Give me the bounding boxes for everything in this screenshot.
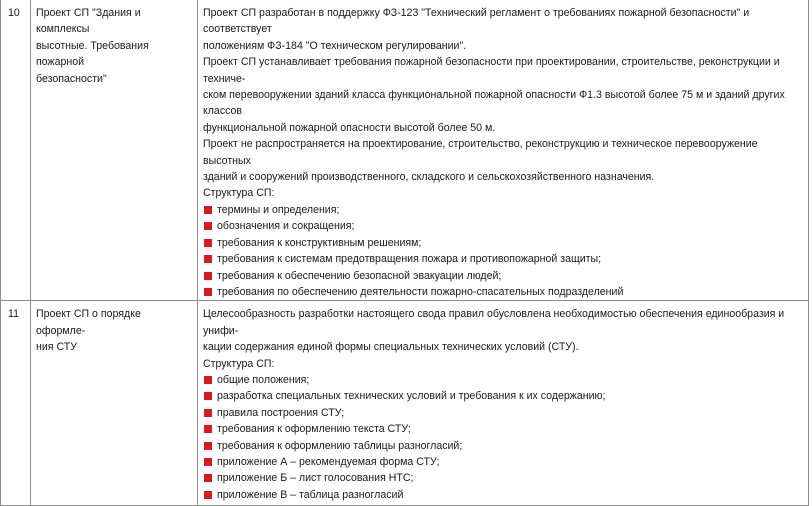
- description-paragraph: [203, 5, 803, 54]
- row-number-text: 10: [8, 7, 20, 19]
- red-square-bullet-icon: [204, 442, 212, 450]
- red-square-bullet-icon: [204, 288, 212, 296]
- description-paragraph: [203, 136, 803, 185]
- list-item-text: требования к системам предотвращения пожара и противопожарной защиты;: [217, 253, 602, 266]
- list-item-text: требования по обеспечению деятельности пожарно-спасательных подразделений: [217, 285, 624, 298]
- list-item: [203, 470, 803, 486]
- structure-heading: Структура СП:: [203, 357, 275, 370]
- table-row: [1, 301, 809, 506]
- list-item: [203, 268, 803, 284]
- list-item-text: правила построения СТУ;: [217, 406, 345, 419]
- red-square-bullet-icon: [204, 458, 212, 466]
- structure-list: [203, 202, 803, 300]
- row-title-line: безопасности": [36, 72, 107, 85]
- text-line: Целесообразность разработки настоящего свода правил обусловлена необходимостью обеспечения единообразия и унифи-: [203, 308, 785, 337]
- list-item-text: приложение Б – лист голосования НТС;: [217, 472, 414, 485]
- list-item-text: термины и определения;: [217, 203, 340, 216]
- red-square-bullet-icon: [204, 272, 212, 280]
- description-paragraph: [203, 54, 803, 136]
- text-line: Проект СП устанавливает требования пожарной безопасности при проектировании, строительстве, реконструкции и техниче-: [203, 56, 780, 85]
- list-item-text: разработка специальных технических условий и требования к их содержанию;: [217, 390, 606, 403]
- structure-heading: Структура СП:: [203, 187, 275, 200]
- row-title: [31, 301, 198, 506]
- text-line: положениям ФЗ-184 "О техническом регулировании".: [203, 39, 467, 52]
- row-description: [198, 0, 809, 301]
- red-square-bullet-icon: [204, 376, 212, 384]
- red-square-bullet-icon: [204, 206, 212, 214]
- structure-list: [203, 372, 803, 503]
- text-line: Проект не распространяется на проектирование, строительство, реконструкцию и техническое перевооружение высотных: [203, 138, 758, 167]
- list-item: [203, 372, 803, 388]
- list-item-text: требования к оформлению таблицы разногласий;: [217, 439, 463, 452]
- list-item-text: требования к оформлению текста СТУ;: [217, 423, 411, 436]
- list-item: [203, 218, 803, 234]
- list-item-text: общие положения;: [217, 373, 310, 386]
- list-item: [203, 487, 803, 503]
- text-line: функциональной пожарной опасности высотой более 50 м.: [203, 121, 496, 134]
- list-item: [203, 405, 803, 421]
- text-line: зданий и сооружений производственного, складского и сельскохозяйственного назначения.: [203, 171, 655, 184]
- list-item-text: требования к конструктивным решениям;: [217, 236, 422, 249]
- list-item: [203, 438, 803, 454]
- list-item-text: приложение А – рекомендуемая форма СТУ;: [217, 455, 440, 468]
- row-title-line: Проект СП "Здания и комплексы: [36, 7, 141, 36]
- red-square-bullet-icon: [204, 392, 212, 400]
- list-item: [203, 454, 803, 470]
- red-square-bullet-icon: [204, 425, 212, 433]
- table-row: [1, 0, 809, 301]
- red-square-bullet-icon: [204, 222, 212, 230]
- red-square-bullet-icon: [204, 474, 212, 482]
- red-square-bullet-icon: [204, 491, 212, 499]
- list-item: [203, 251, 803, 267]
- row-description: [198, 301, 809, 506]
- list-item-text: обозначения и сокращения;: [217, 220, 355, 233]
- list-item-text: приложение В – таблица разногласий: [217, 488, 404, 501]
- list-item: [203, 421, 803, 437]
- list-item: [203, 388, 803, 404]
- text-line: Проект СП разработан в поддержку ФЗ-123 "Технический регламент о требованиях пожарной безопасности" и соответствует: [203, 7, 750, 36]
- description-paragraph: [203, 306, 803, 355]
- row-title-line: высотные. Требования пожарной: [36, 39, 149, 69]
- row-number: [1, 0, 31, 301]
- text-line: ском перевооружении зданий класса функциональной пожарной опасности Ф1.3 высотой более 75 м и зданий других классов: [203, 89, 785, 118]
- list-item: [203, 235, 803, 251]
- row-number-text: 11: [8, 308, 19, 321]
- row-title-line: ния СТУ: [36, 341, 77, 354]
- row-title-line: Проект СП о порядке оформле-: [36, 308, 141, 337]
- list-item: [203, 284, 803, 300]
- list-item: [203, 202, 803, 218]
- red-square-bullet-icon: [204, 239, 212, 247]
- row-title: [31, 0, 198, 301]
- red-square-bullet-icon: [204, 255, 212, 263]
- list-item-text: требования к обеспечению безопасной эвакуации людей;: [217, 269, 502, 282]
- red-square-bullet-icon: [204, 409, 212, 417]
- text-line: кации содержания единой формы специальных технических условий (СТУ).: [203, 341, 579, 354]
- row-number: [1, 301, 31, 506]
